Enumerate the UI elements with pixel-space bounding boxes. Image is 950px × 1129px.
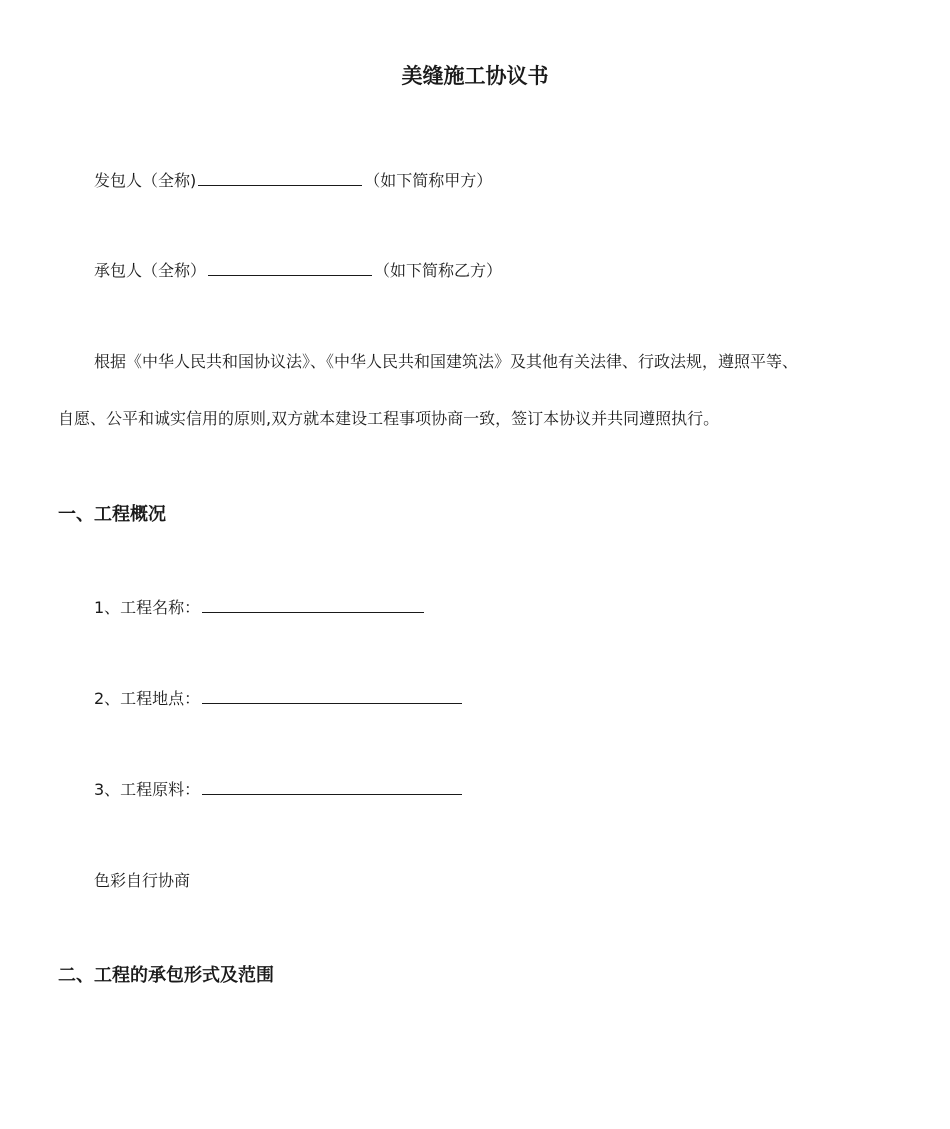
color-note: 色彩自行协商 bbox=[94, 871, 191, 890]
party-a-suffix: （如下简称甲方） bbox=[364, 171, 493, 190]
document-title: 美缝施工协议书 bbox=[401, 64, 549, 88]
project-name-blank bbox=[202, 596, 424, 613]
section-2-heading: 二、工程的承包形式及范围 bbox=[58, 965, 274, 986]
project-location-label: 2、工程地点： bbox=[94, 689, 201, 708]
party-b-line bbox=[94, 259, 502, 283]
section-1-heading: 一、工程概况 bbox=[58, 504, 166, 525]
party-a-name-blank bbox=[198, 169, 362, 186]
party-b-prefix: 承包人（全称） bbox=[94, 261, 207, 280]
project-location-line bbox=[94, 687, 464, 711]
project-location-blank bbox=[202, 687, 462, 704]
project-material-blank bbox=[202, 778, 462, 795]
preamble-line-2: 自愿、公平和诚实信用的原则,双方就本建设工程事项协商一致，签订本协议并共同遵照执行。 bbox=[58, 409, 720, 428]
party-b-suffix: （如下简称乙方） bbox=[374, 261, 503, 280]
project-material-line bbox=[94, 778, 464, 802]
project-name-line bbox=[94, 596, 426, 620]
project-name-label: 1、工程名称： bbox=[94, 598, 201, 617]
preamble-line-1: 根据《中华人民共和国协议法》、《中华人民共和国建筑法》及其他有关法律、行政法规，遵照平等、 bbox=[94, 352, 799, 371]
party-a-prefix: 发包人（全称) bbox=[94, 171, 197, 190]
party-a-line bbox=[94, 169, 492, 193]
project-material-label: 3、工程原料： bbox=[94, 780, 201, 799]
party-b-name-blank bbox=[208, 259, 372, 276]
